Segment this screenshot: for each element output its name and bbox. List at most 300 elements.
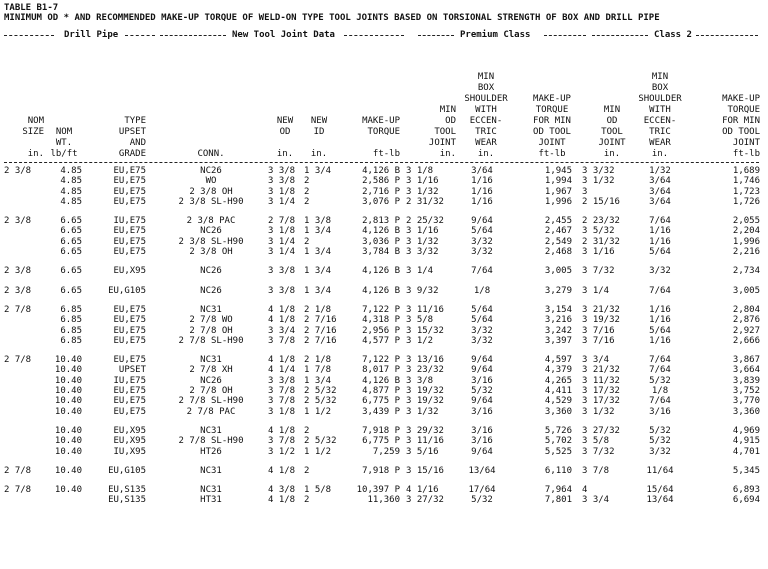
table-cell: 2: [304, 426, 310, 436]
table-cell: 1/8: [651, 386, 669, 397]
table-cell: 3,664: [732, 365, 760, 376]
table-cell: 2,876: [732, 315, 760, 326]
table-cell: 3 3/32: [406, 247, 439, 258]
table-cell: 3,005: [732, 285, 760, 296]
header-line: OD: [606, 116, 618, 126]
table-cell: 4,411: [544, 386, 572, 397]
table-cell: 1 3/4: [304, 375, 332, 386]
table-cell: EU,E75: [113, 386, 146, 397]
table-cell: 3 1/2: [268, 446, 296, 457]
header-line: [395, 138, 400, 149]
table-cell: 4.85: [60, 196, 82, 207]
table-cell: EU,X95: [113, 426, 146, 436]
table-cell: 2,455: [544, 216, 572, 227]
table-cell: 4,915: [732, 436, 760, 447]
header-line: ID: [313, 127, 325, 137]
table-cell: 2 31/32: [406, 196, 444, 207]
table-cell: 9/64: [471, 396, 493, 407]
table-cell: 4,318 P: [362, 315, 400, 326]
table-cell: 7/64: [649, 396, 671, 407]
table-cell: 3 1/16: [406, 226, 439, 237]
table-cell: 3,770: [732, 396, 760, 407]
header-line: JOINT: [598, 138, 626, 148]
table-cell: 4,379: [544, 365, 572, 376]
table-cell: 2 7/8 OH: [189, 386, 233, 397]
table-cell: 3 3/8: [268, 285, 296, 296]
table-cell: 10.40: [54, 436, 82, 447]
table-cell: EU,E75: [113, 226, 146, 237]
table-cell: NC31: [200, 426, 222, 436]
table-cell: 9/64: [471, 355, 493, 366]
table-cell: 3 3/8: [268, 176, 296, 187]
table-cell: 7,918 P: [362, 465, 400, 476]
table-cell: 3 3/8: [406, 375, 434, 386]
table-cell: 3 3/4: [268, 325, 296, 336]
table-cell: 3 11/32: [582, 375, 620, 386]
table-cell: 2,468: [544, 247, 572, 258]
header-type: [90, 60, 146, 160]
table-cell: 10.40: [54, 406, 82, 417]
header-line: GRADE: [118, 149, 146, 159]
header-line: NEW: [310, 116, 328, 126]
table-cell: 7,964: [544, 485, 572, 496]
table-cell: 2 5/32: [304, 386, 337, 397]
header-new-id: [304, 60, 334, 160]
header-line: NOM: [55, 127, 73, 137]
table-cell: 5/64: [471, 226, 493, 237]
table-cell: 3,036 P: [362, 236, 400, 247]
table-cell: IU,E75: [113, 375, 146, 386]
table-cell: 6.85: [60, 315, 82, 326]
table-cell: 1 3/4: [304, 166, 332, 176]
header-line: MIN: [651, 72, 669, 82]
section-size: 2 3/8: [4, 285, 32, 296]
header-line: TOOL: [434, 127, 456, 137]
group-class2: Class 2: [654, 30, 692, 40]
header-line: in.: [276, 149, 294, 159]
header-line: TORQUE: [727, 105, 760, 115]
table-cell: 6,110: [544, 465, 572, 476]
table-cell: NC26: [200, 166, 222, 176]
table-cell: 7/64: [649, 355, 671, 366]
group-divider-tool-joint-right: [344, 35, 404, 36]
header-line: OD TOOL: [533, 127, 571, 137]
table-cell: 1 3/4: [304, 247, 332, 258]
table-cell: 1,723: [732, 186, 760, 197]
table-cell: 3,439 P: [362, 406, 400, 417]
table-cell: 9/64: [471, 365, 493, 376]
header-line: [282, 138, 287, 149]
header-line: FOR MIN: [722, 116, 760, 126]
header-line: TORQUE: [367, 127, 400, 137]
table-cell: 3 5/8: [582, 436, 610, 447]
table-cell: 3,242: [544, 325, 572, 336]
table-cell: 4,877 P: [362, 386, 400, 397]
table-cell: EU,E75: [113, 355, 146, 366]
header-line: in.: [439, 149, 456, 159]
table-cell: 2 7/8: [268, 216, 296, 227]
table-cell: 2,204: [732, 226, 760, 237]
table-cell: 3/16: [649, 406, 671, 417]
table-cell: 3 1/32: [582, 176, 615, 187]
table-cell: 1/16: [649, 315, 671, 326]
table-cell: 1 3/4: [304, 285, 332, 296]
table-cell: 5/32: [471, 386, 493, 397]
table-cell: 1,945: [544, 166, 572, 176]
header-c2-shoulder: [630, 60, 690, 160]
table-cell: IU,X95: [113, 446, 146, 457]
table-cell: 3 3/4: [582, 495, 610, 506]
table-cell: 4,265: [544, 375, 572, 386]
header-c2-makeup: [698, 60, 760, 160]
table-cell: 4 1/8: [268, 465, 296, 476]
table-cell: EU,E75: [113, 335, 146, 346]
table-cell: 3 1/16: [582, 247, 615, 258]
group-new-tool-joint: New Tool Joint Data: [232, 30, 335, 40]
table-cell: 4 1/8: [268, 315, 296, 326]
table-cell: 3,076 P: [362, 196, 400, 207]
table-cell: 2 7/8 PAC: [186, 406, 236, 417]
table-cell: 3 5/32: [582, 226, 615, 237]
table-cell: 3 27/32: [406, 495, 444, 506]
table-cell: 2 3/8 OH: [189, 247, 233, 258]
table-cell: 10.40: [54, 375, 82, 386]
table-cell: 3,360: [732, 406, 760, 417]
table-cell: EU,G105: [108, 465, 146, 476]
table-cell: 7,122 P: [362, 305, 400, 315]
table-cell: 2,813 P: [362, 216, 400, 227]
header-line: ECCEN-: [469, 116, 503, 126]
table-cell: IU,E75: [113, 216, 146, 227]
table-cell: EU,E75: [113, 396, 146, 407]
table-cell: 3 11/16: [406, 436, 444, 447]
table-cell: 3 3/32: [582, 166, 615, 176]
table-cell: 6.85: [60, 335, 82, 346]
section-size: 2 3/8: [4, 166, 32, 176]
table-cell: 2 3/8 SL-H90: [178, 236, 244, 247]
group-drill-pipe: Drill Pipe: [64, 30, 119, 40]
table-cell: 3 7/8: [268, 335, 296, 346]
header-line: in.: [27, 149, 44, 159]
header-line: [39, 138, 44, 149]
header-makeup: [340, 60, 400, 160]
table-cell: 2 31/32: [582, 236, 620, 247]
table-cell: 4,126 B: [362, 166, 400, 176]
header-line: SIZE: [22, 127, 44, 137]
group-divider-drill-pipe-right: [125, 35, 155, 36]
table-cell: 1/8: [473, 285, 491, 296]
table-cell: 1/16: [649, 305, 671, 315]
table-cell: UPSET: [118, 365, 146, 376]
table-cell: 2 7/16: [304, 325, 337, 336]
table-cell: 3 7/8: [268, 436, 296, 447]
table-cell: 3 21/32: [582, 305, 620, 315]
header-new-od: [268, 60, 302, 160]
header-line: OD: [445, 116, 456, 126]
table-cell: 10.40: [54, 386, 82, 397]
header-line: in.: [310, 149, 328, 159]
table-cell: 3 1/8: [268, 226, 296, 237]
table-cell: EU,E75: [113, 186, 146, 197]
table-cell: 3 1/32: [582, 406, 615, 417]
table-cell: NC26: [200, 266, 222, 277]
table-cell: 10,397 P: [356, 485, 400, 496]
table-cell: 3 5/8: [406, 315, 434, 326]
table-cell: 3/64: [649, 176, 671, 187]
header-line: MAKE-UP: [533, 94, 571, 104]
table-cell: 2,549: [544, 236, 572, 247]
table-cell: 3 1/32: [406, 406, 439, 417]
table-cell: 2 5/32: [304, 436, 337, 447]
header-line: JOINT: [732, 138, 760, 148]
table-cell: NC26: [200, 285, 222, 296]
table-cell: EU,E75: [113, 305, 146, 315]
table-cell: 7/64: [471, 266, 493, 277]
table-cell: 11,360: [367, 495, 400, 506]
table-cell: 2: [304, 495, 310, 506]
table-cell: 5/32: [471, 495, 493, 506]
table-cell: 2 15/16: [582, 196, 620, 207]
header-line: [316, 138, 321, 149]
table-cell: 3 1/8: [406, 166, 434, 176]
header-line: OD: [279, 127, 291, 137]
table-cell: 3 15/32: [406, 325, 444, 336]
table-cell: 1/16: [649, 226, 671, 237]
table-cell: 2 23/32: [582, 216, 620, 227]
table-cell: 2 1/8: [304, 355, 332, 366]
table-cell: 1/16: [649, 335, 671, 346]
table-cell: 3,360: [544, 406, 572, 417]
table-cell: 1/32: [649, 166, 671, 176]
section-size: 2 7/8: [4, 305, 32, 315]
table-cell: 3 1/32: [406, 186, 439, 197]
table-cell: 2 25/32: [406, 216, 444, 227]
table-cell: 1 3/8: [304, 216, 332, 227]
table-cell: 5/64: [649, 325, 671, 336]
table-cell: 3/32: [471, 236, 493, 247]
table-cell: 3 7/8: [268, 386, 296, 397]
header-line: JOINT: [428, 138, 456, 148]
table-cell: 1/16: [471, 176, 493, 187]
table-cell: 1 3/4: [304, 226, 332, 237]
group-premium: Premium Class: [460, 30, 531, 40]
table-cell: 3/32: [471, 335, 493, 346]
table-title-line2: MINIMUM OD * AND RECOMMENDED MAKE-UP TORQUE OF WELD-ON TYPE TOOL JOINTS BASED ON TORSIONAL STRENGTH OF BOX AND DRILL PIPE: [4, 13, 660, 23]
header-line: NOM: [27, 116, 44, 126]
table-cell: 3 1/4: [582, 285, 610, 296]
table-cell: EU,E75: [113, 236, 146, 247]
table-cell: 7,259: [372, 446, 400, 457]
group-divider-drill-pipe: [4, 35, 54, 36]
header-line: CONN.: [197, 149, 225, 159]
table-cell: 3,216: [544, 315, 572, 326]
table-cell: 2 3/8 PAC: [186, 216, 236, 227]
table-cell: 1,689: [732, 166, 760, 176]
table-cell: 3 1/4: [268, 247, 296, 258]
table-cell: 3: [582, 186, 588, 197]
table-cell: 3 1/8: [268, 186, 296, 197]
table-cell: 2,055: [732, 216, 760, 227]
section-size: 2 7/8: [4, 485, 32, 496]
table-cell: 4.85: [60, 166, 82, 176]
table-cell: EU,E75: [113, 315, 146, 326]
table-cell: 3/64: [471, 166, 493, 176]
table-cell: 2,586 P: [362, 176, 400, 187]
header-p-min-od: [420, 60, 456, 160]
table-cell: 4,529: [544, 396, 572, 407]
header-line: MAKE-UP: [362, 116, 400, 126]
table-cell: HT26: [200, 446, 222, 457]
table-cell: 10.40: [54, 426, 82, 436]
table-cell: 10.40: [54, 365, 82, 376]
table-cell: 2 7/8 XH: [189, 365, 233, 376]
table-cell: EU,X95: [113, 266, 146, 277]
table-cell: 1/16: [649, 236, 671, 247]
table-cell: 3 1/4: [406, 266, 434, 277]
table-cell: EU,E75: [113, 247, 146, 258]
table-cell: 17/64: [468, 485, 496, 496]
table-cell: 5/64: [649, 247, 671, 258]
table-cell: EU,S135: [108, 485, 146, 496]
table-cell: 3 7/16: [582, 325, 615, 336]
table-cell: 10.40: [54, 465, 82, 476]
table-title-line1: TABLE B1-7: [4, 3, 59, 13]
table-cell: 6.65: [60, 247, 82, 258]
table-cell: 4,701: [732, 446, 760, 457]
table-cell: 3/64: [649, 186, 671, 197]
table-cell: 3 7/32: [582, 446, 615, 457]
table-cell: 2,216: [732, 247, 760, 258]
header-line: BOX: [477, 83, 495, 93]
table-cell: 1,746: [732, 176, 760, 187]
table-cell: 6,893: [732, 485, 760, 496]
table-cell: 3/16: [471, 375, 493, 386]
table-cell: 3/32: [649, 266, 671, 277]
table-cell: 5,345: [732, 465, 760, 476]
table-cell: 3,154: [544, 305, 572, 315]
table-cell: EU,E75: [113, 176, 146, 187]
table-cell: 1 1/2: [304, 406, 332, 417]
table-cell: 2: [304, 465, 310, 476]
table-cell: 3 1/2: [406, 335, 434, 346]
table-cell: 6.65: [60, 216, 82, 227]
header-conn: [170, 60, 252, 160]
table-cell: 6.65: [60, 236, 82, 247]
table-cell: 3 3/8: [268, 266, 296, 277]
table-cell: 3 1/8: [268, 406, 296, 417]
table-cell: 3,784 B: [362, 247, 400, 258]
table-cell: 3 3/4: [582, 355, 610, 366]
table-cell: 3 19/32: [582, 315, 620, 326]
table-cell: 3 19/32: [406, 386, 444, 397]
table-cell: 9/64: [471, 446, 493, 457]
table-cell: NC31: [200, 465, 222, 476]
table-cell: NC31: [200, 355, 222, 366]
table-cell: 1,994: [544, 176, 572, 187]
table-cell: 5/32: [649, 375, 671, 386]
table-cell: 3 29/32: [406, 426, 444, 436]
header-line: ft-lb: [372, 149, 400, 159]
header-line: in.: [603, 149, 621, 159]
table-cell: 2 7/8 OH: [189, 325, 233, 336]
table-cell: 2,956 P: [362, 325, 400, 336]
table-cell: 3/16: [471, 426, 493, 436]
table-cell: 7,918 P: [362, 426, 400, 436]
table-cell: 13/64: [468, 465, 496, 476]
table-cell: 5/32: [649, 436, 671, 447]
table-cell: 4,126 B: [362, 266, 400, 277]
header-line: MAKE-UP: [722, 94, 760, 104]
header-line: in.: [651, 149, 669, 159]
table-cell: 4,126 B: [362, 285, 400, 296]
table-cell: HT31: [200, 495, 222, 506]
table-cell: 4 3/8: [268, 485, 296, 496]
table-cell: 3 3/8: [268, 375, 296, 386]
table-cell: 7,122 P: [362, 355, 400, 366]
header-line: TORQUE: [535, 105, 569, 115]
table-cell: EU,E75: [113, 166, 146, 176]
table-cell: 3/32: [649, 446, 671, 457]
table-cell: 15/64: [646, 485, 674, 496]
table-cell: 1,996: [544, 196, 572, 207]
table-cell: EU,S135: [108, 495, 146, 506]
header-line: TRIC: [649, 127, 671, 137]
table-cell: 4 1/4: [268, 365, 296, 376]
table-cell: 4,577 P: [362, 335, 400, 346]
table-cell: 3/32: [471, 325, 493, 336]
table-cell: 3 7/8: [582, 465, 610, 476]
table-cell: 3 1/16: [406, 176, 439, 187]
table-cell: 3,752: [732, 386, 760, 397]
group-divider-premium-right: [544, 35, 586, 36]
header-line: MIN: [603, 105, 621, 115]
section-size: 2 7/8: [4, 355, 32, 366]
header-line: MIN: [439, 105, 456, 115]
table-cell: 2,927: [732, 325, 760, 336]
table-cell: 4 1/8: [268, 305, 296, 315]
header-c2-min-od: [592, 60, 632, 160]
table-cell: 2 7/16: [304, 315, 337, 326]
header-line: WEAR: [475, 138, 497, 148]
table-cell: 3 1/32: [406, 236, 439, 247]
table-cell: 10.40: [54, 485, 82, 496]
table-cell: 2,804: [732, 305, 760, 315]
header-line: WT.: [55, 138, 73, 148]
table-cell: 3 23/32: [406, 365, 444, 376]
table-cell: 4: [582, 485, 588, 496]
header-line: lb/ft: [50, 149, 78, 159]
header-nom-wt: [46, 60, 82, 160]
table-cell: EU,E75: [113, 325, 146, 336]
header-line: TYPE: [124, 116, 146, 126]
header-divider: [4, 162, 759, 163]
group-divider-tool-joint-left: [160, 35, 226, 36]
table-cell: 4 1/8: [268, 495, 296, 506]
table-cell: EU,E75: [113, 196, 146, 207]
header-line: ft-lb: [732, 149, 760, 159]
table-cell: 4 1/8: [268, 426, 296, 436]
table-cell: 5/64: [471, 305, 493, 315]
table-cell: 2,666: [732, 335, 760, 346]
table-cell: 6,775 P: [362, 396, 400, 407]
table-cell: 1,967: [544, 186, 572, 197]
table-cell: 5/32: [649, 426, 671, 436]
table-cell: 6.65: [60, 226, 82, 237]
table-cell: 3,397: [544, 335, 572, 346]
table-cell: 6.85: [60, 325, 82, 336]
header-line: in.: [477, 149, 495, 159]
header-line: SHOULDER: [464, 94, 508, 104]
